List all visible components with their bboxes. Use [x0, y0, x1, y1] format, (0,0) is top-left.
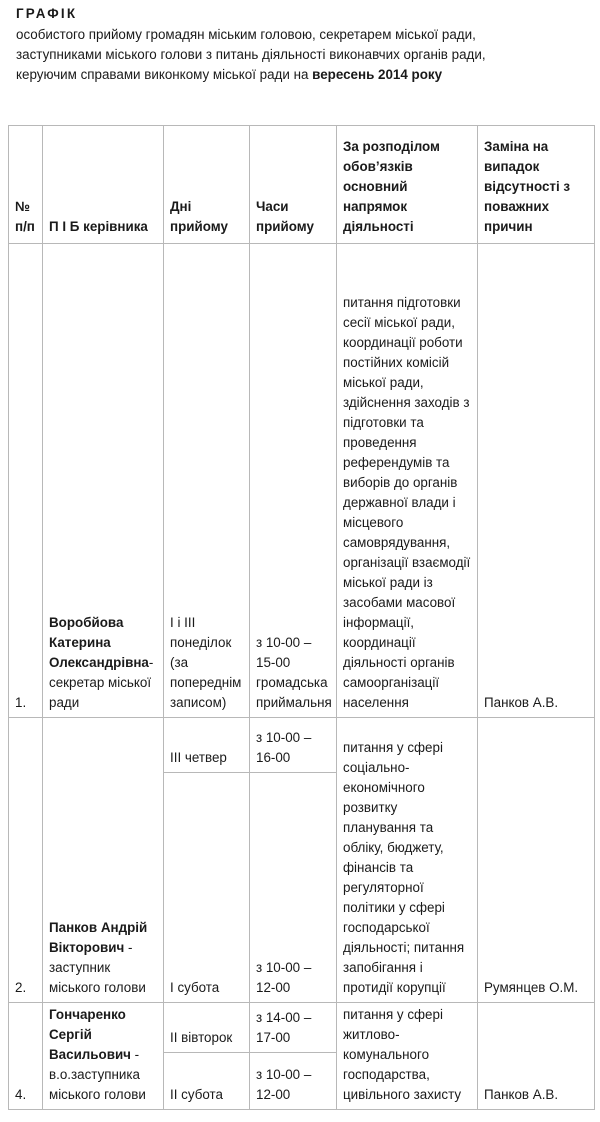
official-name: Гончаренко Сергій Васильович [49, 1007, 131, 1062]
schedule-table [8, 125, 595, 1110]
document-title: ГРАФІК [16, 6, 78, 21]
official-position: - в.о.заступника міського голови [49, 1047, 146, 1102]
header-area: За розподілом обов’язків основний напрямок діяльності [337, 126, 478, 244]
header-name: П І Б керівника [43, 126, 164, 244]
row-hours: з 10-00 – 15-00 громадська приймальня [250, 244, 337, 718]
heading-line-3-text: керуючим справами виконкому міської ради на [16, 67, 313, 82]
row-days: ІІ субота [164, 1053, 250, 1110]
official-position: - секретар міської ради [49, 655, 154, 710]
row-substitute: Румянцев О.М. [478, 718, 595, 1003]
table-row [9, 244, 595, 718]
document-heading [16, 4, 596, 85]
official-name: Панков Андрій Вікторович [49, 920, 148, 955]
row-area: питання у сфері житлово-комунального господарства, цивільного захисту [337, 1003, 478, 1110]
header-hours: Часи прийому [250, 126, 337, 244]
row-official [43, 244, 164, 718]
heading-line-1: особистого прийому громадян міським головою, секретарем міської ради, [16, 27, 476, 42]
row-days: ІІІ четвер [164, 718, 250, 773]
row-substitute: Панков А.В. [478, 244, 595, 718]
row-number: 2. [9, 718, 43, 1003]
table-row [9, 718, 595, 773]
row-hours: з 10-00 – 12-00 [250, 773, 337, 1003]
row-number: 4. [9, 1003, 43, 1110]
row-hours: з 10-00 – 16-00 [250, 718, 337, 773]
row-official [43, 1003, 164, 1110]
header-days: Дні прийому [164, 126, 250, 244]
row-area: питання підготовки сесії міської ради, координації роботи постійних комісій міської ради, здійснення заходів з підготовки та проведення референдумів та виборів до органів державної влади і місцевого самоврядування, організації взаємодії міської ради із засобами масової інформації, координації діяльності органів самоорганізації населення [337, 244, 478, 718]
row-number: 1. [9, 244, 43, 718]
row-substitute: Панков А.В. [478, 1003, 595, 1110]
header-substitute: Заміна на випадок відсутності з поважних причин [478, 126, 595, 244]
row-official [43, 718, 164, 1003]
row-days: ІІ вівторок [164, 1003, 250, 1053]
row-days: І і ІІІ понеділок (за попереднім записом) [164, 244, 250, 718]
official-position: - заступник міського голови [49, 940, 146, 995]
heading-line-2: заступниками міського голови з питань діяльності виконавчих органів ради, [16, 47, 486, 62]
heading-period: вересень 2014 року [312, 67, 443, 82]
header-number: № п/п [9, 126, 43, 244]
header-row [9, 126, 595, 244]
row-hours: з 10-00 – 12-00 [250, 1053, 337, 1110]
official-name: Воробйова Катерина Олександрівна [49, 615, 149, 670]
table-row [9, 1003, 595, 1053]
heading-line-3 [16, 65, 596, 85]
row-area: питання у сфері соціально-економічного розвитку планування та обліку, бюджету, фінансів та регуляторної політики у сфері господарської діяльності; питання запобігання і протидії корупції [337, 718, 478, 1003]
row-days: І субота [164, 773, 250, 1003]
row-hours: з 14-00 – 17-00 [250, 1003, 337, 1053]
